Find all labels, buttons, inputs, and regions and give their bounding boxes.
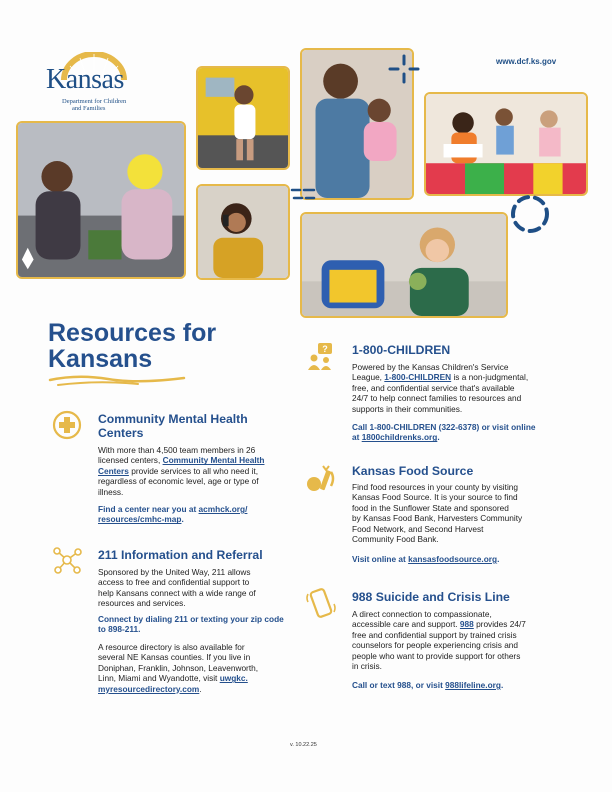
children-body: Powered by the Kansas Children's Service League, 1-800-CHILDREN is a non-judgmental, free, and confidential service that's available 24/7 to help connect families to resources and supports in their communities. <box>352 362 529 414</box>
dashed-lines-decoration-icon <box>290 186 318 202</box>
988lifeline-link[interactable]: 988lifeline.org <box>445 680 501 690</box>
info211-directory: A resource directory is also available for several NE Kansas counties. If you live in Doniphan, Franklin, Johnson, Leavenworth, Linn, Miami and Wyandotte, visit uwgkc. myresourcedirectory.com. <box>98 642 259 694</box>
info211-title: 211 Information and Referral <box>98 548 263 562</box>
dashed-circle-decoration-icon <box>508 192 552 236</box>
children-site-link[interactable]: 1800childrenks.org <box>361 432 438 443</box>
medical-cross-icon <box>52 410 82 440</box>
photo-boy-eating-lunch <box>300 212 508 318</box>
title-underline-squiggle-icon <box>48 372 188 388</box>
children-cta: Call 1-800-CHILDREN (322-6378) or visit online at 1800childrenks.org. <box>352 422 536 443</box>
info211-cta: Connect by dialing 211 or texting your zip code to 898-211. <box>98 614 284 635</box>
svg-text:?: ? <box>322 344 328 354</box>
crisis988-body: A direct connection to compassionate, accessible care and support. 988 provides 24/7 free and confidential support by trained crisis counselors for people experiencing crisis and people who want to provide support for others in crisis. <box>352 609 526 672</box>
photo-children-reading <box>424 92 588 196</box>
phone-icon <box>306 586 336 620</box>
info211-body: Sponsored by the United Way, 211 allows access to free and confidential support to help Kansans connect with a wide range of resources and services. <box>98 567 256 609</box>
children-link[interactable]: 1-800-CHILDREN <box>384 372 452 383</box>
logo-wordmark: Kansas <box>46 64 124 95</box>
page-title: Resources for Kansans <box>48 319 217 373</box>
cmhc-body: With more than 4,500 team members in 26 licensed centers, Community Mental Health Centers provide services to all who need it, regardless of economic level, age or type of illness. <box>98 445 265 497</box>
food-site-link[interactable]: kansasfoodsource.org <box>408 554 498 564</box>
website-url[interactable]: www.dcf.ks.gov <box>496 57 557 66</box>
network-icon <box>52 545 82 575</box>
photo-two-women-talking <box>16 121 186 279</box>
dashed-plus-decoration-icon <box>384 54 424 84</box>
cmhc-cta: Find a center near you at acmhck.org/ resources/cmhc-map. <box>98 504 248 525</box>
logo-subtitle: Department for Children and Families <box>62 98 127 112</box>
988-link[interactable]: 988 <box>459 619 474 630</box>
children-title: 1-800-CHILDREN <box>352 343 451 357</box>
version-number: v. 10.22.25 <box>290 742 317 748</box>
crisis988-title: 988 Suicide and Crisis Line <box>352 590 510 604</box>
food-title: Kansas Food Source <box>352 464 474 478</box>
uwgkc-link[interactable]: uwgkc. <box>219 673 248 684</box>
crisis988-cta: Call or text 988, or visit 988lifeline.org. <box>352 680 504 690</box>
photo-woman-on-phone <box>196 184 290 280</box>
kansas-dcf-logo <box>44 52 134 112</box>
food-icon <box>305 462 337 494</box>
question-person-icon <box>306 342 336 372</box>
cmhc-map-link[interactable]: acmhck.org/ <box>198 504 248 514</box>
cmhc-title: Community Mental Health Centers <box>98 412 248 440</box>
food-cta: Visit online at kansasfoodsource.org. <box>352 554 500 564</box>
photo-girl-by-school-bus <box>196 66 290 170</box>
food-body: Find food resources in your county by visiting Kansas Food Source. It is your source to find food in the Sunflower State and sponsored by Kansas Food Bank, Harvesters Community Food Network, and Second Harvest Community Food Bank. <box>352 482 523 545</box>
cmhc-link[interactable]: Community Mental Health <box>162 455 265 466</box>
